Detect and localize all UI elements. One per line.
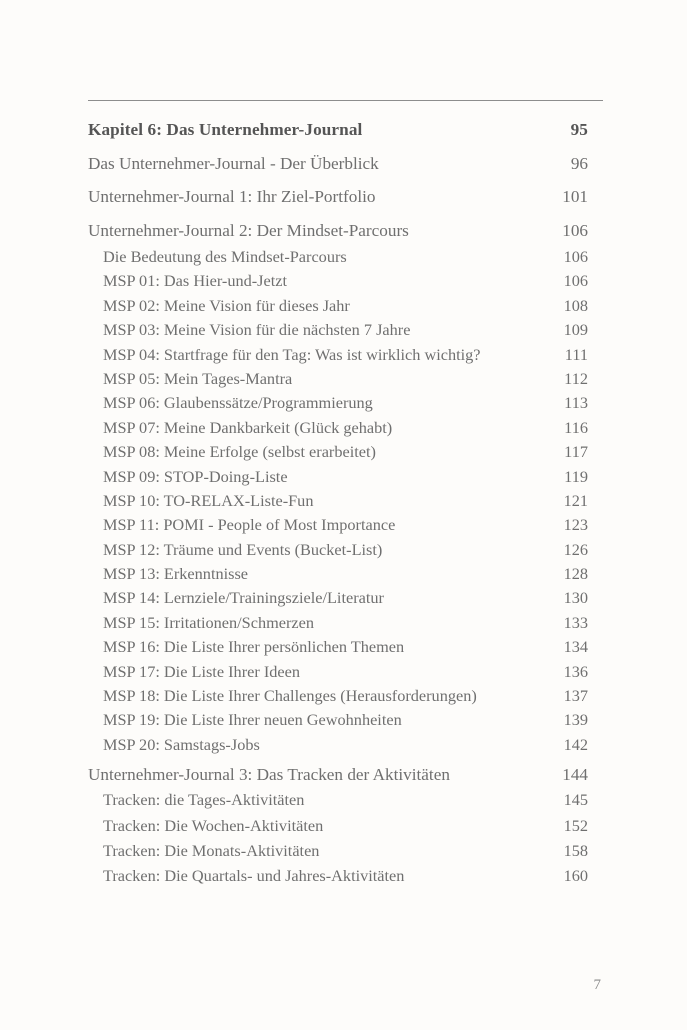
toc-entry-page-number: 139: [563, 710, 588, 730]
toc-entry-label: Tracken: Die Wochen-Aktivitäten: [103, 815, 324, 835]
toc-entry[interactable]: [88, 221, 588, 241]
toc-entry-label: MSP 13: Erkenntnisse: [103, 564, 249, 584]
toc-entry[interactable]: [88, 296, 588, 316]
toc-entry[interactable]: [88, 816, 588, 836]
toc-entry-page-number: 112: [564, 368, 588, 388]
toc-entry[interactable]: [88, 467, 588, 487]
toc-entry-page-number: 160: [563, 866, 588, 886]
toc-entry-label: MSP 09: STOP-Doing-Liste: [103, 466, 288, 486]
toc-entry-label: Das Unternehmer-Journal - Der Überblick: [88, 153, 379, 173]
toc-entry-page-number: 121: [563, 490, 588, 510]
toc-entry-label: MSP 11: POMI - People of Most Importance: [103, 515, 396, 535]
toc-entry-label: Tracken: Die Monats-Aktivitäten: [103, 840, 320, 860]
toc-entry-page-number: 144: [562, 764, 588, 784]
toc-entry[interactable]: [88, 345, 588, 365]
toc-entry-label: MSP 05: Mein Tages-Mantra: [103, 368, 293, 388]
toc-entry-label: MSP 20: Samstags-Jobs: [103, 734, 260, 754]
toc-entry-label: MSP 14: Lernziele/Trainingsziele/Literatur: [103, 588, 384, 608]
toc-entry-page-number: 137: [563, 686, 588, 706]
toc-entry[interactable]: [88, 662, 588, 682]
toc-entry[interactable]: [88, 765, 588, 785]
toc-chapter-page-number: 95: [570, 120, 588, 139]
toc-entry[interactable]: [88, 686, 588, 706]
toc-entry-page-number: 96: [570, 153, 588, 173]
toc-entry-page-number: 106: [563, 271, 588, 291]
toc-entry-page-number: 142: [563, 734, 588, 754]
toc-entry-page-number: 106: [562, 220, 588, 240]
toc-entry-label: MSP 07: Meine Dankbarkeit (Glück gehabt): [103, 417, 393, 437]
toc-entry[interactable]: [88, 637, 588, 657]
toc-entry-page-number: 116: [564, 417, 588, 437]
toc-entry-page-number: 152: [563, 815, 588, 835]
toc-entry-label: Tracken: die Tages-Aktivitäten: [103, 790, 305, 810]
toc-entry[interactable]: [88, 515, 588, 535]
toc-entry-label: Tracken: Die Quartals- und Jahres-Aktivitäten: [103, 866, 405, 886]
toc-entry-list: [88, 154, 588, 887]
toc-entry-page-number: 108: [563, 295, 588, 315]
toc-entry[interactable]: [88, 320, 588, 340]
toc-entry-label: MSP 04: Startfrage für den Tag: Was ist wirklich wichtig?: [103, 344, 481, 364]
toc-entry-label: MSP 12: Träume und Events (Bucket-List): [103, 539, 383, 559]
toc-entry-label: MSP 16: Die Liste Ihrer persönlichen Themen: [103, 637, 405, 657]
toc-entry-page-number: 123: [563, 515, 588, 535]
toc-entry-label: MSP 08: Meine Erfolge (selbst erarbeitet): [103, 442, 376, 462]
toc-entry-page-number: 106: [563, 247, 588, 266]
toc-entry-label: Unternehmer-Journal 2: Der Mindset-Parcours: [88, 220, 409, 240]
toc-entry-page-number: 145: [563, 790, 588, 810]
toc-entry-label: MSP 01: Das Hier-und-Jetzt: [103, 271, 288, 291]
toc-entry-label: MSP 03: Meine Vision für die nächsten 7 Jahre: [103, 320, 411, 340]
toc-entry[interactable]: [88, 247, 588, 267]
toc-entry-page-number: 113: [564, 393, 588, 413]
page-folio-number: 7: [593, 977, 601, 993]
toc-entry[interactable]: [88, 735, 588, 755]
toc-chapter-heading[interactable]: [88, 120, 588, 140]
toc-entry[interactable]: [88, 710, 588, 730]
toc-entry-page-number: 101: [562, 187, 588, 206]
toc-entry[interactable]: [88, 271, 588, 291]
toc-entry-page-number: 130: [563, 588, 588, 608]
heading-divider-rule: [88, 100, 603, 101]
toc-entry-label: Unternehmer-Journal 3: Das Tracken der Aktivitäten: [88, 764, 450, 784]
toc-entry-page-number: 158: [563, 840, 588, 860]
toc-entry[interactable]: [88, 588, 588, 608]
toc-entry[interactable]: [88, 866, 588, 886]
toc-entry[interactable]: [88, 154, 588, 174]
toc-entry[interactable]: [88, 491, 588, 511]
toc-chapter-title: Kapitel 6: Das Unternehmer-Journal: [88, 120, 363, 139]
toc-entry[interactable]: [88, 187, 588, 207]
toc-entry-label: MSP 15: Irritationen/Schmerzen: [103, 612, 315, 632]
toc-entry[interactable]: [88, 790, 588, 810]
toc-entry-page-number: 119: [564, 466, 588, 486]
toc-entry-page-number: 109: [563, 320, 588, 340]
toc-entry[interactable]: [88, 393, 588, 413]
table-of-contents: [88, 100, 588, 886]
toc-entry-page-number: 117: [564, 442, 588, 462]
toc-entry-label: MSP 19: Die Liste Ihrer neuen Gewohnheiten: [103, 710, 402, 730]
toc-entry-label: MSP 17: Die Liste Ihrer Ideen: [103, 661, 300, 681]
toc-entry-page-number: 128: [563, 564, 588, 584]
toc-entry-page-number: 133: [563, 612, 588, 632]
toc-entry[interactable]: [88, 613, 588, 633]
toc-entry[interactable]: [88, 540, 588, 560]
toc-entry-label: Unternehmer-Journal 1: Ihr Ziel-Portfolio: [88, 187, 376, 206]
toc-entry-label: MSP 18: Die Liste Ihrer Challenges (Herausforderungen): [103, 686, 477, 706]
toc-entry[interactable]: [88, 841, 588, 861]
toc-entry[interactable]: [88, 442, 588, 462]
toc-entry-page-number: 111: [564, 344, 588, 364]
toc-entry[interactable]: [88, 418, 588, 438]
toc-entry-page-number: 134: [563, 637, 588, 657]
toc-entry[interactable]: [88, 564, 588, 584]
toc-entry-label: Die Bedeutung des Mindset-Parcours: [103, 247, 347, 266]
toc-entry-label: MSP 10: TO-RELAX-Liste-Fun: [103, 490, 314, 510]
toc-entry-page-number: 136: [563, 661, 588, 681]
toc-entry-label: MSP 02: Meine Vision für dieses Jahr: [103, 295, 350, 315]
toc-entry-page-number: 126: [563, 539, 588, 559]
toc-entry-label: MSP 06: Glaubenssätze/Programmierung: [103, 393, 373, 413]
toc-entry[interactable]: [88, 369, 588, 389]
